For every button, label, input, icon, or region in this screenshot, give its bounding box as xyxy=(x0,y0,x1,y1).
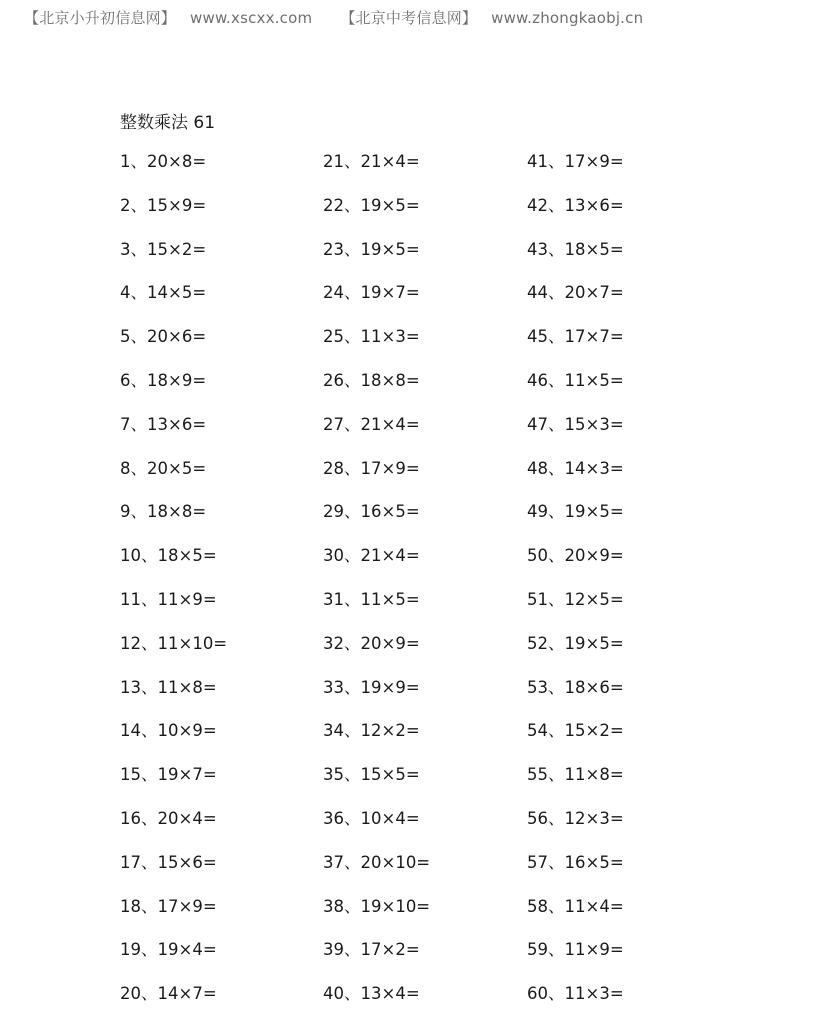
problem-item: 12、11×10= xyxy=(120,633,228,653)
page-header xyxy=(24,7,643,28)
problem-item: 8、20×5= xyxy=(120,458,207,478)
problem-item: 40、13×4= xyxy=(323,984,420,1004)
problem-item: 20、14×7= xyxy=(120,984,217,1004)
problem-item: 25、11×3= xyxy=(323,327,420,347)
problem-item: 23、19×5= xyxy=(323,239,420,259)
problem-item: 11、11×9= xyxy=(120,589,217,609)
worksheet-title: 整数乘法 61 xyxy=(120,113,216,133)
problem-item: 31、11×5= xyxy=(323,589,420,609)
problem-item: 9、18×8= xyxy=(120,502,207,522)
problem-item: 22、19×5= xyxy=(323,195,420,215)
problem-item: 28、17×9= xyxy=(323,458,420,478)
problem-item: 17、15×6= xyxy=(120,852,217,872)
problem-item: 54、15×2= xyxy=(527,721,624,741)
problem-item: 51、12×5= xyxy=(527,589,624,609)
problem-item: 13、11×8= xyxy=(120,677,217,697)
problem-item: 2、15×9= xyxy=(120,195,207,215)
problem-item: 33、19×9= xyxy=(323,677,420,697)
problem-item: 5、20×6= xyxy=(120,327,207,347)
problem-item: 34、12×2= xyxy=(323,721,420,741)
problem-item: 6、18×9= xyxy=(120,370,207,390)
problem-item: 39、17×2= xyxy=(323,940,420,960)
problem-item: 32、20×9= xyxy=(323,633,420,653)
problem-item: 57、16×5= xyxy=(527,852,624,872)
header-site2-url[interactable]: www.zhongkaobj.cn xyxy=(491,9,644,27)
problem-item: 38、19×10= xyxy=(323,896,431,916)
problem-item: 44、20×7= xyxy=(527,283,624,303)
problem-item: 55、11×8= xyxy=(527,765,624,785)
problem-item: 18、17×9= xyxy=(120,896,217,916)
problem-item: 59、11×9= xyxy=(527,940,624,960)
problem-column-2 xyxy=(323,150,523,1026)
problem-item: 24、19×7= xyxy=(323,283,420,303)
problem-item: 7、13×6= xyxy=(120,414,207,434)
problem-item: 3、15×2= xyxy=(120,239,207,259)
problem-item: 52、19×5= xyxy=(527,633,624,653)
problem-item: 36、10×4= xyxy=(323,808,420,828)
problem-item: 1、20×8= xyxy=(120,152,207,171)
problem-item: 46、11×5= xyxy=(527,370,624,390)
problem-item: 27、21×4= xyxy=(323,414,420,434)
header-site1-url[interactable]: www.xscxx.com xyxy=(190,9,313,27)
problem-item: 48、14×3= xyxy=(527,458,624,478)
problem-column-1 xyxy=(120,150,320,1026)
problem-item: 60、11×3= xyxy=(527,984,624,1004)
header-site1-name: 【北京小升初信息网】 xyxy=(24,9,177,27)
problem-item: 56、12×3= xyxy=(527,808,624,828)
problem-item: 14、10×9= xyxy=(120,721,217,741)
problem-item: 37、20×10= xyxy=(323,852,431,872)
problem-item: 4、14×5= xyxy=(120,283,207,303)
problem-grid xyxy=(120,150,780,1020)
problem-item: 49、19×5= xyxy=(527,502,624,522)
problem-item: 26、18×8= xyxy=(323,370,420,390)
problem-item: 41、17×9= xyxy=(527,152,624,171)
problem-item: 58、11×4= xyxy=(527,896,624,916)
problem-item: 45、17×7= xyxy=(527,327,624,347)
problem-item: 50、20×9= xyxy=(527,546,624,566)
problem-item: 16、20×4= xyxy=(120,808,217,828)
problem-item: 47、15×3= xyxy=(527,414,624,434)
header-site2-name: 【北京中考信息网】 xyxy=(340,9,478,27)
problem-item: 35、15×5= xyxy=(323,765,420,785)
problem-item: 19、19×4= xyxy=(120,940,217,960)
problem-item: 29、16×5= xyxy=(323,502,420,522)
problem-item: 15、19×7= xyxy=(120,765,217,785)
problem-item: 53、18×6= xyxy=(527,677,624,697)
problem-item: 42、13×6= xyxy=(527,195,624,215)
problem-item: 10、18×5= xyxy=(120,546,217,566)
problem-item: 30、21×4= xyxy=(323,546,420,566)
problem-item: 21、21×4= xyxy=(323,152,420,171)
problem-item: 43、18×5= xyxy=(527,239,624,259)
problem-column-3 xyxy=(527,150,727,1026)
